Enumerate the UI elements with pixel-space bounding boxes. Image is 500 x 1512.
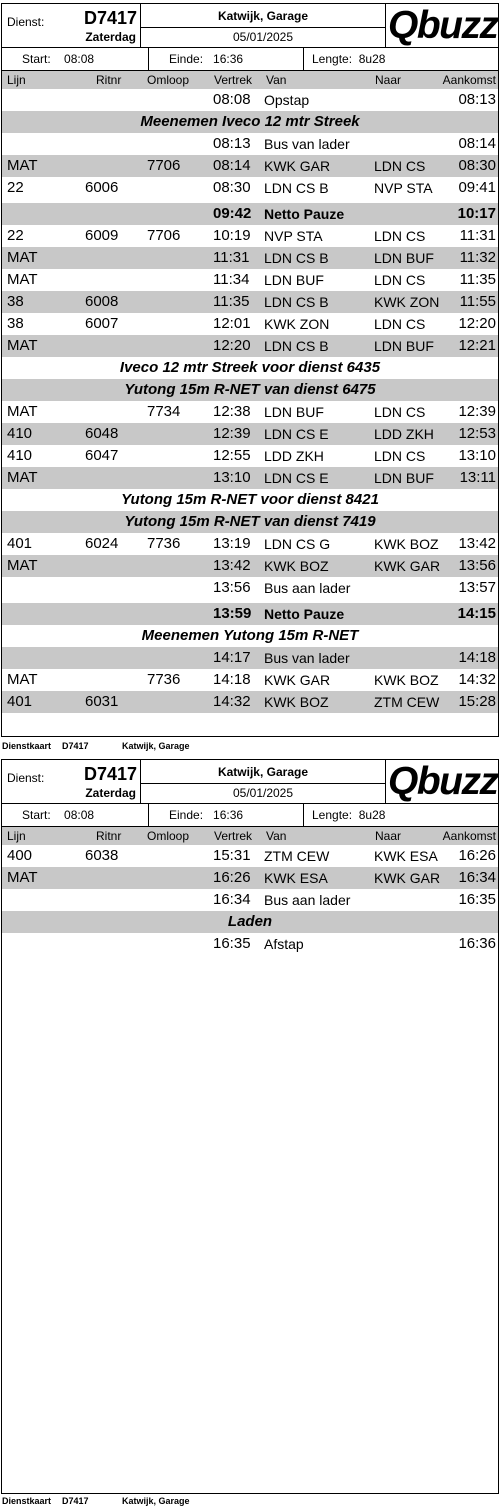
- cell-naar: NVP STA: [374, 180, 433, 196]
- cell-vertrek: 12:39: [213, 425, 251, 442]
- footer-label: Dienstkaart: [2, 1496, 52, 1506]
- col-naar: Naar: [375, 73, 402, 87]
- cell-vertrek: 13:56: [213, 579, 251, 596]
- pause-row: [2, 203, 498, 225]
- cell-van: ZTM CEW: [264, 848, 330, 864]
- cell-aankomst: 14:18: [458, 649, 496, 666]
- start-time: [2, 48, 149, 70]
- trip-row: [2, 423, 498, 445]
- col-ritnr: Ritnr: [96, 829, 122, 843]
- column-headers: [2, 827, 498, 845]
- card-header: [2, 760, 498, 804]
- cell-aankomst: 09:41: [458, 179, 496, 196]
- service-date: 05/01/2025: [232, 786, 294, 800]
- col-vertrek: Vertrek: [214, 73, 253, 87]
- cell-naar: LDN BUF: [374, 470, 434, 486]
- location-cell: [141, 760, 386, 804]
- cell-aankomst: 16:35: [458, 891, 496, 908]
- cell-ritnr: 6024: [85, 535, 119, 552]
- cell-aankomst: 12:53: [458, 425, 496, 442]
- dienst-cell: [2, 760, 141, 804]
- footer-location: Katwijk, Garage: [122, 1496, 190, 1506]
- cell-aankomst: 13:10: [458, 447, 496, 464]
- cell-naar: KWK BOZ: [374, 672, 439, 688]
- col-van: Van: [266, 73, 287, 87]
- trip-row: [2, 133, 498, 155]
- cell-omloop: 7734: [147, 403, 181, 420]
- trip-row: [2, 177, 498, 199]
- cell-van: LDN CS B: [264, 180, 329, 196]
- cell-aankomst: 12:21: [458, 337, 496, 354]
- trip-row: [2, 867, 498, 889]
- trip-row: [2, 691, 498, 713]
- cell-naar: LDN CS: [374, 158, 426, 174]
- times-bar: [2, 48, 498, 71]
- cell-ritnr: 6048: [85, 425, 119, 442]
- trip-row: [2, 401, 498, 423]
- section-heading: Laden: [2, 911, 498, 933]
- cell-ritnr: 6047: [85, 447, 119, 464]
- cell-lijn: 410: [7, 425, 33, 442]
- duration-label: Lengte:: [312, 808, 353, 822]
- cell-aankomst: 10:17: [457, 205, 496, 222]
- cell-lijn: 410: [7, 447, 33, 464]
- cell-van: KWK BOZ: [264, 694, 329, 710]
- cell-naar: ZTM CEW: [374, 694, 440, 710]
- cell-vertrek: 08:30: [213, 179, 251, 196]
- cell-lijn: MAT: [7, 403, 38, 420]
- duration: [304, 48, 500, 70]
- duration-label: Lengte:: [312, 52, 353, 66]
- cell-aankomst: 14:15: [457, 605, 496, 622]
- cell-naar: LDN CS: [374, 404, 426, 420]
- footer-location: Katwijk, Garage: [122, 741, 190, 751]
- dienstkaart-page-1: [0, 0, 500, 755]
- trip-row: [2, 445, 498, 467]
- trip-row: [2, 467, 498, 489]
- trip-row: [2, 225, 498, 247]
- start-time: [2, 804, 149, 826]
- cell-lijn: 401: [7, 535, 33, 552]
- cell-van: Bus aan lader: [264, 892, 351, 908]
- cell-naar: KWK ZON: [374, 294, 440, 310]
- cell-omloop: 7736: [147, 671, 181, 688]
- cell-aankomst: 11:32: [459, 249, 496, 266]
- cell-van: LDN CS B: [264, 294, 329, 310]
- footer-label: Dienstkaart: [2, 741, 52, 751]
- cell-vertrek: 11:35: [213, 293, 250, 310]
- trip-row: [2, 933, 498, 955]
- cell-naar: LDN BUF: [374, 250, 434, 266]
- cell-van: LDN BUF: [264, 272, 324, 288]
- cell-lijn: 22: [7, 179, 24, 196]
- cell-naar: LDN CS: [374, 448, 426, 464]
- cell-van: Netto Pauze: [264, 206, 345, 222]
- dienst-label: Dienst:: [7, 15, 45, 29]
- cell-aankomst: 11:55: [459, 293, 496, 310]
- cell-van: LDN CS E: [264, 470, 329, 486]
- cell-aankomst: 08:30: [458, 157, 496, 174]
- cell-vertrek: 12:38: [213, 403, 251, 420]
- cell-van: Bus aan lader: [264, 580, 351, 596]
- cell-vertrek: 08:14: [213, 157, 251, 174]
- footer-dienst: D7417: [62, 741, 89, 751]
- end-value: 16:36: [213, 808, 244, 822]
- cell-van: NVP STA: [264, 228, 323, 244]
- section-heading: Yutong 15m R-NET van dienst 6475: [2, 379, 498, 401]
- end-label: Einde:: [169, 52, 204, 66]
- cell-vertrek: 08:08: [213, 91, 251, 108]
- cell-van: LDN CS E: [264, 426, 329, 442]
- trip-row: [2, 555, 498, 577]
- cell-ritnr: 6007: [85, 315, 119, 332]
- cell-van: KWK ZON: [264, 316, 330, 332]
- cell-aankomst: 08:14: [458, 135, 496, 152]
- trip-row: [2, 533, 498, 555]
- column-headers: [2, 71, 498, 89]
- cell-vertrek: 12:55: [213, 447, 251, 464]
- trip-rows: [2, 89, 498, 713]
- cell-van: Opstap: [264, 92, 310, 108]
- dienst-label: Dienst:: [7, 771, 45, 785]
- cell-lijn: 400: [7, 847, 33, 864]
- trip-row: [2, 247, 498, 269]
- col-van: Van: [266, 829, 287, 843]
- cell-aankomst: 12:39: [458, 403, 496, 420]
- cell-vertrek: 10:19: [213, 227, 251, 244]
- col-naar: Naar: [375, 829, 402, 843]
- cell-vertrek: 12:01: [213, 315, 251, 332]
- cell-naar: KWK GAR: [374, 870, 441, 886]
- trip-rows: [2, 845, 498, 955]
- cell-ritnr: 6006: [85, 179, 119, 196]
- cell-aankomst: 13:11: [459, 469, 496, 486]
- cell-van: KWK GAR: [264, 672, 331, 688]
- location-name: Katwijk, Garage: [141, 760, 385, 784]
- cell-lijn: MAT: [7, 869, 38, 886]
- trip-row: [2, 577, 498, 599]
- cell-van: Afstap: [264, 936, 304, 952]
- cell-aankomst: 11:35: [459, 271, 496, 288]
- cell-vertrek: 16:26: [213, 869, 251, 886]
- cell-omloop: 7706: [147, 227, 181, 244]
- cell-lijn: MAT: [7, 157, 38, 174]
- cell-aankomst: 15:28: [458, 693, 496, 710]
- cell-lijn: MAT: [7, 469, 38, 486]
- cell-vertrek: 13:19: [213, 535, 251, 552]
- trip-row: [2, 889, 498, 911]
- cell-aankomst: 16:26: [458, 847, 496, 864]
- cell-lijn: MAT: [7, 271, 38, 288]
- qbuzz-logo: Qbuzz: [388, 4, 498, 47]
- cell-vertrek: 15:31: [213, 847, 251, 864]
- cell-vertrek: 14:18: [213, 671, 251, 688]
- cell-ritnr: 6009: [85, 227, 119, 244]
- cell-naar: LDN CS: [374, 316, 426, 332]
- section-heading: Meenemen Iveco 12 mtr Streek: [2, 111, 498, 133]
- cell-lijn: MAT: [7, 671, 38, 688]
- cell-van: LDN CS B: [264, 338, 329, 354]
- cell-lijn: MAT: [7, 557, 38, 574]
- start-label: Start:: [22, 52, 51, 66]
- cell-vertrek: 09:42: [213, 205, 252, 222]
- cell-van: KWK GAR: [264, 158, 331, 174]
- logo-cell: [386, 4, 500, 48]
- dienst-number: D7417: [83, 764, 137, 784]
- cell-naar: LDD ZKH: [374, 426, 434, 442]
- trip-row: [2, 647, 498, 669]
- cell-aankomst: 13:42: [458, 535, 496, 552]
- trip-row: [2, 89, 498, 111]
- cell-vertrek: 13:59: [213, 605, 252, 622]
- cell-vertrek: 14:32: [213, 693, 251, 710]
- cell-lijn: MAT: [7, 249, 38, 266]
- day-name: Zaterdag: [85, 30, 136, 44]
- cell-vertrek: 13:42: [213, 557, 251, 574]
- cell-aankomst: 08:13: [458, 91, 496, 108]
- cell-lijn: 38: [7, 293, 24, 310]
- cell-ritnr: 6031: [85, 693, 119, 710]
- cell-vertrek: 14:17: [213, 649, 251, 666]
- cell-vertrek: 12:20: [213, 337, 251, 354]
- duration-value: 8u28: [358, 808, 386, 822]
- cell-vertrek: 11:31: [213, 249, 250, 266]
- cell-aankomst: 13:57: [458, 579, 496, 596]
- duration-value: 8u28: [358, 52, 386, 66]
- cell-lijn: 38: [7, 315, 24, 332]
- col-aankomst: Aankomst: [442, 829, 496, 843]
- cell-vertrek: 16:34: [213, 891, 251, 908]
- trip-row: [2, 155, 498, 177]
- section-heading: Yutong 15m R-NET voor dienst 8421: [121, 491, 379, 508]
- col-omloop: Omloop: [147, 829, 190, 843]
- cell-aankomst: 14:32: [458, 671, 496, 688]
- card-header: [2, 4, 498, 48]
- col-vertrek: Vertrek: [214, 829, 253, 843]
- cell-van: LDN CS G: [264, 536, 331, 552]
- col-lijn: Lijn: [7, 829, 26, 843]
- service-date: 05/01/2025: [232, 30, 294, 44]
- cell-aankomst: 16:36: [458, 935, 496, 952]
- trip-row: [2, 845, 498, 867]
- cell-aankomst: 11:31: [459, 227, 496, 244]
- cell-van: LDN CS B: [264, 250, 329, 266]
- logo-cell: [386, 760, 500, 804]
- cell-vertrek: 11:34: [213, 271, 250, 288]
- cell-ritnr: 6008: [85, 293, 119, 310]
- location-cell: [141, 4, 386, 48]
- cell-lijn: 401: [7, 693, 33, 710]
- start-value: 08:08: [64, 52, 95, 66]
- cell-lijn: 22: [7, 227, 24, 244]
- trip-row: [2, 291, 498, 313]
- qbuzz-logo: Qbuzz: [388, 760, 498, 803]
- cell-naar: LDN BUF: [374, 338, 434, 354]
- trip-row: [2, 269, 498, 291]
- cell-van: Netto Pauze: [264, 606, 345, 622]
- col-lijn: Lijn: [7, 73, 26, 87]
- dienstkaart-card: [1, 759, 499, 1494]
- end-time: [149, 804, 304, 826]
- col-aankomst: Aankomst: [442, 73, 496, 87]
- cell-naar: LDN CS: [374, 272, 426, 288]
- cell-van: LDD ZKH: [264, 448, 324, 464]
- footer-dienst: D7417: [62, 1496, 89, 1506]
- end-time: [149, 48, 304, 70]
- cell-van: LDN BUF: [264, 404, 324, 420]
- day-name: Zaterdag: [85, 786, 136, 800]
- trip-row: [2, 313, 498, 335]
- dienstkaart-card: [1, 3, 499, 737]
- trip-row: [2, 335, 498, 357]
- col-ritnr: Ritnr: [96, 73, 122, 87]
- cell-naar: LDN CS: [374, 228, 426, 244]
- pause-row: [2, 603, 498, 625]
- cell-van: KWK ESA: [264, 870, 328, 886]
- start-label: Start:: [22, 808, 51, 822]
- cell-omloop: 7706: [147, 157, 181, 174]
- trip-row: [2, 669, 498, 691]
- end-label: Einde:: [169, 808, 204, 822]
- dienstkaart-page-2: [0, 756, 500, 1512]
- times-bar: [2, 804, 498, 827]
- dienst-cell: [2, 4, 141, 48]
- location-name: Katwijk, Garage: [141, 4, 385, 28]
- section-heading: Iveco 12 mtr Streek voor dienst 6435: [119, 359, 381, 376]
- dienst-number: D7417: [83, 8, 137, 28]
- cell-vertrek: 16:35: [213, 935, 251, 952]
- col-omloop: Omloop: [147, 73, 190, 87]
- duration: [304, 804, 500, 826]
- cell-omloop: 7736: [147, 535, 181, 552]
- cell-ritnr: 6038: [85, 847, 119, 864]
- cell-van: Bus van lader: [264, 650, 350, 666]
- end-value: 16:36: [213, 52, 244, 66]
- cell-vertrek: 13:10: [213, 469, 251, 486]
- cell-naar: KWK ESA: [374, 848, 438, 864]
- cell-naar: KWK GAR: [374, 558, 441, 574]
- cell-aankomst: 12:20: [458, 315, 496, 332]
- cell-aankomst: 13:56: [458, 557, 496, 574]
- section-heading: Yutong 15m R-NET van dienst 7419: [2, 511, 498, 533]
- start-value: 08:08: [64, 808, 95, 822]
- cell-vertrek: 08:13: [213, 135, 251, 152]
- cell-lijn: MAT: [7, 337, 38, 354]
- section-heading: Meenemen Yutong 15m R-NET: [141, 627, 359, 644]
- cell-naar: KWK BOZ: [374, 536, 439, 552]
- cell-van: Bus van lader: [264, 136, 350, 152]
- cell-aankomst: 16:34: [458, 869, 496, 886]
- cell-van: KWK BOZ: [264, 558, 329, 574]
